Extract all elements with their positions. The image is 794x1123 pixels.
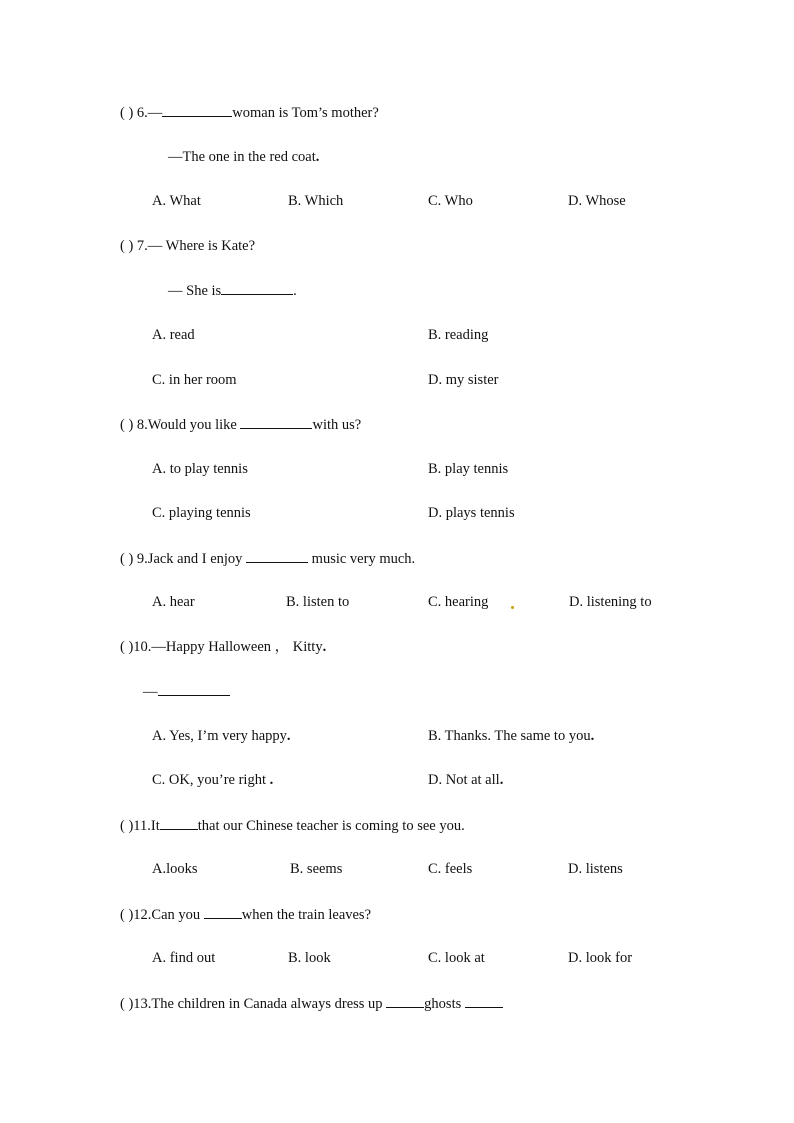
stray-dot (511, 606, 514, 609)
answer-paren: ( ) (120, 907, 134, 923)
reply-text: —The one in the red coat (168, 149, 316, 165)
option-b: B. play tennis (428, 461, 509, 477)
option-b: B. look (288, 950, 331, 966)
option-a: A. to play tennis (152, 461, 248, 477)
question-text: 7.— Where is Kate? (136, 238, 256, 254)
option-c: C. Who (428, 193, 473, 209)
option-c: C. feels (428, 861, 473, 877)
option-a: A. read (152, 327, 195, 343)
answer-blank (465, 994, 503, 1008)
answer-blank (204, 905, 242, 919)
question-6-stem (120, 103, 379, 122)
answer-blank (160, 816, 198, 830)
option-d: D. plays tennis (428, 505, 515, 521)
question-text: 8.Would you like (136, 417, 241, 433)
option-text: C. OK, you’re right (152, 772, 266, 788)
option-b: B. seems (290, 861, 343, 877)
question-10-stem (120, 638, 326, 656)
question-text: when the train leaves? (241, 907, 372, 923)
question-8-stem (120, 415, 361, 434)
option-d (428, 771, 503, 789)
option-text: B. Thanks. The same to you (428, 728, 591, 744)
question-text: music very much. (308, 551, 416, 567)
question-text: ghosts (424, 996, 465, 1012)
option-c: C. look at (428, 950, 485, 966)
option-period: . (499, 772, 504, 788)
option-text: A. Yes, I’m very happy (152, 728, 287, 744)
answer-paren: ( ) (120, 996, 134, 1012)
question-text: that our Chinese teacher is coming to see you. (197, 818, 465, 834)
option-period: . (590, 728, 595, 744)
answer-paren: ( ) (120, 551, 134, 567)
option-b: B. Which (288, 193, 344, 209)
question-10-reply (143, 682, 230, 701)
stem-period: . (322, 639, 327, 655)
question-text: woman is Tom’s mother? (232, 105, 379, 121)
option-b (428, 727, 594, 745)
option-a: A. find out (152, 950, 216, 966)
option-a: A.looks (152, 861, 198, 877)
option-d: D. look for (568, 950, 633, 966)
question-number-text: 6.— (136, 105, 163, 121)
question-9-stem (120, 549, 415, 568)
option-d: D. listening to (569, 594, 652, 610)
answer-paren: ( ) (120, 105, 134, 121)
question-text: 10.—Happy Halloween ， Kitty (133, 639, 323, 655)
option-b: B. listen to (286, 594, 350, 610)
question-text: 12.Can you (133, 907, 204, 923)
reply-dash: — (143, 684, 158, 700)
option-c (152, 771, 273, 789)
option-d: D. Whose (568, 193, 626, 209)
answer-blank (158, 682, 230, 696)
reply-period: . (293, 283, 297, 299)
answer-blank (240, 415, 312, 429)
option-a: A. What (152, 193, 201, 209)
answer-paren: ( ) (120, 417, 134, 433)
option-c: C. playing tennis (152, 505, 251, 521)
answer-blank (221, 281, 293, 295)
reply-period: . (315, 149, 320, 165)
reply-text: — She is (168, 283, 222, 299)
question-12-stem (120, 905, 371, 924)
question-text: with us? (312, 417, 362, 433)
answer-paren: ( ) (120, 238, 134, 254)
option-c: C. in her room (152, 372, 237, 388)
answer-paren: ( ) (120, 818, 134, 834)
question-13-stem (120, 994, 503, 1013)
question-6-reply (168, 148, 319, 166)
option-d: D. my sister (428, 372, 499, 388)
question-text: 11.It (133, 818, 160, 834)
question-text: 9.Jack and I enjoy (136, 551, 247, 567)
answer-blank (162, 103, 232, 117)
option-period: . (286, 728, 291, 744)
question-7-stem (120, 237, 255, 255)
option-b: B. reading (428, 327, 489, 343)
question-text: 13.The children in Canada always dress up (133, 996, 387, 1012)
option-c: C. hearing (428, 594, 489, 610)
option-d: D. listens (568, 861, 623, 877)
answer-blank (246, 549, 308, 563)
answer-paren: ( ) (120, 639, 134, 655)
question-7-reply (168, 281, 297, 300)
answer-blank (386, 994, 424, 1008)
option-a: A. hear (152, 594, 195, 610)
question-11-stem (120, 816, 465, 835)
option-period: . (269, 772, 274, 788)
option-text: D. Not at all (428, 772, 500, 788)
option-a (152, 727, 291, 745)
